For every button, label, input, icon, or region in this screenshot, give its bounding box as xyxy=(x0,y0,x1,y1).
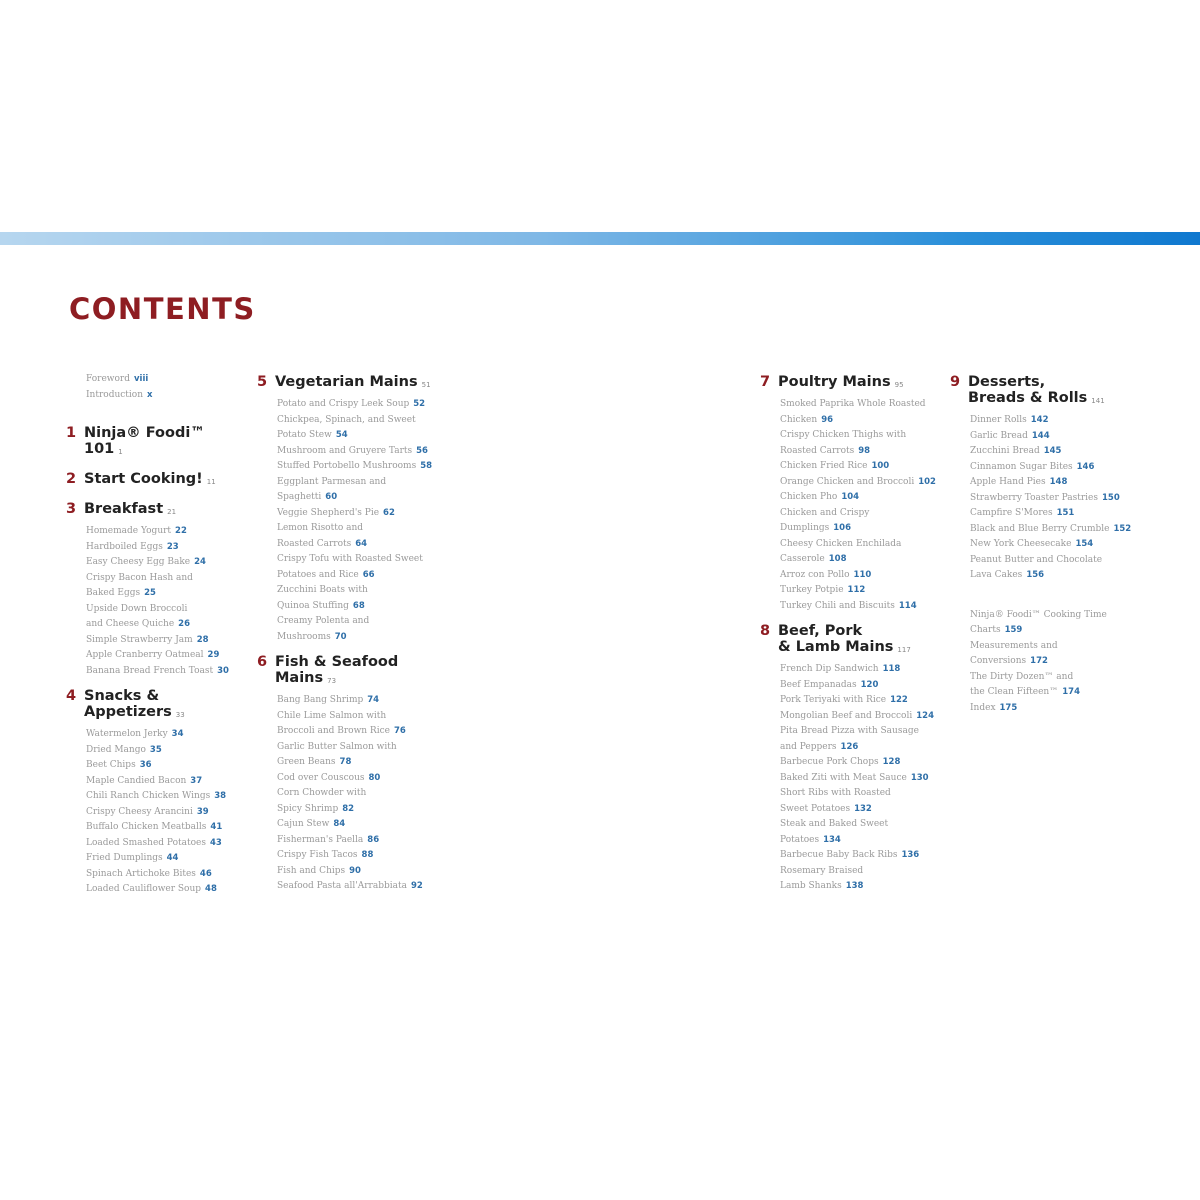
page-title: CONTENTS xyxy=(69,292,256,326)
entry-title: Steak and Baked Sweet Potatoes xyxy=(780,819,889,845)
entry-page-number: 25 xyxy=(144,588,156,598)
entry-page-number: 120 xyxy=(860,679,879,690)
entry-title: Hardboiled Eggs xyxy=(86,541,163,552)
toc-entry[interactable] xyxy=(970,639,1140,670)
chapter-heading[interactable] xyxy=(66,425,246,460)
chapter-page-number: 33 xyxy=(175,711,185,719)
entry-page-number: 48 xyxy=(205,884,217,894)
toc-entry[interactable] xyxy=(780,568,945,584)
entry-page-number: 28 xyxy=(196,634,209,645)
entry-title: Measurements and Conversions xyxy=(970,640,1058,666)
entry-title: Loaded Smashed Potatoes xyxy=(86,837,206,848)
back-matter xyxy=(950,608,1140,717)
entry-page-number: 118 xyxy=(882,664,901,674)
toc-column-2 xyxy=(257,372,442,904)
toc-entry[interactable] xyxy=(277,583,442,614)
entry-page-number: 46 xyxy=(199,868,212,879)
chapter-name: Beef, Pork & Lamb Mains xyxy=(778,623,894,655)
chapter-entries xyxy=(950,413,1140,584)
toc-entry[interactable] xyxy=(277,817,442,833)
toc-entry[interactable] xyxy=(970,506,1140,522)
entry-page-number: 142 xyxy=(1030,415,1049,425)
chapter-entries xyxy=(66,727,246,898)
entry-title: Apple Hand Pies xyxy=(970,477,1046,487)
entry-title: Creamy Polenta and Mushrooms xyxy=(277,616,370,642)
toc-entry[interactable] xyxy=(780,724,945,755)
entry-page-number: 80 xyxy=(368,772,381,783)
entry-title: Chicken and Crispy Dumplings xyxy=(780,507,870,533)
entry-title: The Dirty Dozen™ and the Clean Fifteen™ xyxy=(970,671,1074,697)
chapter-page-number: 51 xyxy=(421,381,431,389)
toc-entry[interactable] xyxy=(86,602,246,633)
entry-title: Dinner Rolls xyxy=(970,415,1027,425)
entry-title: New York Cheesecake xyxy=(970,539,1072,549)
entry-title: Garlic Butter Salmon with Green Beans xyxy=(277,741,397,767)
entry-page-number: 66 xyxy=(362,569,375,580)
toc-entry[interactable] xyxy=(970,608,1140,639)
entry-title: Chile Lime Salmon with Broccoli and Brown Rice xyxy=(277,710,390,736)
entry-title: Foreword xyxy=(86,374,130,384)
entry-title: Pita Bread Pizza with Sausage and Peppers xyxy=(780,726,919,752)
entry-title: Crispy Fish Tacos xyxy=(277,850,358,860)
chapter-number: 4 xyxy=(66,688,77,704)
chapter-heading[interactable] xyxy=(760,374,945,393)
toc-entry[interactable] xyxy=(86,758,246,774)
entry-page-number: 74 xyxy=(367,695,380,705)
chapter-entries xyxy=(760,397,945,614)
toc-entry[interactable] xyxy=(277,459,442,475)
entry-title: Barbecue Pork Chops xyxy=(780,757,879,767)
toc-entry[interactable] xyxy=(86,648,246,664)
entry-title: Crispy Tofu with Roasted Sweet Potatoes and Rice xyxy=(277,554,423,580)
toc-entry[interactable] xyxy=(277,552,442,583)
entry-title: Chickpea, Spinach, and Sweet Potato Stew xyxy=(277,414,416,440)
chapter-page-number: 11 xyxy=(206,478,216,486)
entry-title: Potato and Crispy Leek Soup xyxy=(277,399,410,409)
toc-entry[interactable] xyxy=(277,506,442,522)
chapter-name: Ninja® Foodi™ 101 xyxy=(84,425,205,457)
entry-title: Turkey Chili and Biscuits xyxy=(780,600,895,611)
entry-title: Barbecue Baby Back Ribs xyxy=(780,850,898,860)
toc-column-4 xyxy=(950,372,1140,725)
entry-page-number: 22 xyxy=(175,526,187,536)
entry-page-number: 128 xyxy=(882,757,901,767)
entry-page-number: 159 xyxy=(1004,625,1023,635)
entry-page-number: 174 xyxy=(1062,687,1080,697)
toc-entry[interactable] xyxy=(86,372,246,388)
toc-entry[interactable] xyxy=(277,475,442,506)
entry-title: Seafood Pasta all'Arrabbiata xyxy=(277,881,407,891)
chapter-title xyxy=(84,471,216,490)
entry-page-number: 84 xyxy=(333,819,346,829)
toc-column-3 xyxy=(760,372,945,904)
chapter-number: 5 xyxy=(257,374,268,390)
chapter-entries xyxy=(66,524,246,679)
entry-page-number: 114 xyxy=(898,600,917,611)
entry-title: Lemon Risotto and Roasted Carrots xyxy=(277,523,364,549)
entry-title: Apple Cranberry Oatmeal xyxy=(86,650,204,660)
front-matter xyxy=(66,372,246,403)
entry-title: Turkey Potpie xyxy=(780,585,844,595)
chapter-name: Poultry Mains xyxy=(778,374,891,390)
chapter-number: 9 xyxy=(950,374,961,390)
entry-title: Orange Chicken and Broccoli xyxy=(780,476,915,487)
entry-title: Cod over Couscous xyxy=(277,772,365,783)
entry-page-number: 132 xyxy=(854,803,872,814)
chapter-number: 2 xyxy=(66,471,77,487)
toc-entry[interactable] xyxy=(86,664,246,680)
entry-page-number: 39 xyxy=(196,806,209,817)
chapter-heading[interactable] xyxy=(66,501,246,520)
chapter-page-number: 95 xyxy=(894,381,904,389)
toc-entry[interactable] xyxy=(86,388,246,404)
entry-page-number: 104 xyxy=(841,492,860,502)
chapter-title xyxy=(84,425,246,460)
entry-title: Introduction xyxy=(86,389,143,400)
entry-page-number: 44 xyxy=(166,853,179,863)
entry-page-number: 151 xyxy=(1056,508,1075,518)
entry-title: Pork Teriyaki with Rice xyxy=(780,695,887,705)
chapter-entries xyxy=(257,693,442,895)
toc-entry[interactable] xyxy=(780,428,945,459)
entry-page-number: 54 xyxy=(335,430,348,440)
toc-entry[interactable] xyxy=(86,882,246,898)
entry-page-number: 86 xyxy=(367,834,380,845)
toc-entry[interactable] xyxy=(86,774,246,790)
entry-page-number: 60 xyxy=(325,492,338,502)
chapter-name: Start Cooking! xyxy=(84,471,203,487)
toc-entry[interactable] xyxy=(86,727,246,743)
toc-entry[interactable] xyxy=(277,521,442,552)
entry-title: Corn Chowder with Spicy Shrimp xyxy=(277,788,367,814)
entry-page-number: 112 xyxy=(847,585,866,595)
entry-page-number: 90 xyxy=(349,865,361,876)
entry-page-number: 38 xyxy=(214,791,227,801)
entry-page-number: 130 xyxy=(910,772,929,783)
entry-page-number: 26 xyxy=(178,619,190,629)
chapter-page-number: 141 xyxy=(1091,397,1105,405)
entry-title: Smoked Paprika Whole Roasted Chicken xyxy=(780,399,926,425)
entry-title: Crispy Chicken Thighs with Roasted Carrots xyxy=(780,430,907,456)
toc-entry[interactable] xyxy=(780,662,945,678)
toc-entry[interactable] xyxy=(86,836,246,852)
entry-title: Rosemary Braised Lamb Shanks xyxy=(780,865,864,891)
toc-entry[interactable] xyxy=(970,701,1140,717)
toc-entry[interactable] xyxy=(86,805,246,821)
entry-page-number: 146 xyxy=(1076,461,1095,472)
entry-page-number: 122 xyxy=(890,695,908,705)
chapter-name: Vegetarian Mains xyxy=(275,374,418,390)
entry-page-number: 152 xyxy=(1113,523,1132,534)
toc-entry[interactable] xyxy=(277,786,442,817)
entry-title: Loaded Cauliflower Soup xyxy=(86,884,202,894)
toc-entry[interactable] xyxy=(970,444,1140,460)
entry-title: French Dip Sandwich xyxy=(780,664,879,674)
entry-page-number: 52 xyxy=(413,399,426,409)
entry-title: Easy Cheesy Egg Bake xyxy=(86,557,191,567)
toc-entry[interactable] xyxy=(970,537,1140,553)
chapter-title xyxy=(968,374,1105,409)
entry-title: Black and Blue Berry Crumble xyxy=(970,523,1110,534)
chapter-title xyxy=(275,374,431,393)
entry-page-number: 126 xyxy=(840,741,859,752)
entry-title: Fish and Chips xyxy=(277,865,346,876)
entry-page-number: 76 xyxy=(393,726,406,736)
entry-title: Homemade Yogurt xyxy=(86,526,172,536)
toc-entry[interactable] xyxy=(970,522,1140,538)
toc-entry[interactable] xyxy=(970,429,1140,445)
entry-page-number: 150 xyxy=(1101,492,1120,503)
toc-entry[interactable] xyxy=(277,740,442,771)
entry-page-number: 64 xyxy=(355,538,368,549)
entry-page-number: 100 xyxy=(871,461,890,471)
entry-title: Beet Chips xyxy=(86,760,136,770)
chapter-page-number: 117 xyxy=(897,646,911,654)
toc-entry[interactable] xyxy=(277,879,442,895)
toc-entry[interactable] xyxy=(86,555,246,571)
chapter-entries xyxy=(257,397,442,645)
entry-page-number: 30 xyxy=(217,665,229,676)
chapter-name: Breakfast xyxy=(84,501,164,517)
entry-page-number: 29 xyxy=(207,650,220,660)
entry-title: Zucchini Boats with Quinoa Stuffing xyxy=(277,585,368,611)
chapter-heading[interactable] xyxy=(66,688,246,723)
toc-entry[interactable] xyxy=(86,743,246,759)
toc-entry[interactable] xyxy=(780,709,945,725)
toc-entry[interactable] xyxy=(86,851,246,867)
entry-title: Maple Candied Bacon xyxy=(86,775,187,786)
toc-entry[interactable] xyxy=(277,693,442,709)
chapter-heading[interactable] xyxy=(257,374,442,393)
entry-page-number: viii xyxy=(134,374,149,384)
toc-entry[interactable] xyxy=(780,693,945,709)
toc-entry[interactable] xyxy=(780,490,945,506)
entry-page-number: 98 xyxy=(858,445,871,456)
toc-entry[interactable] xyxy=(970,460,1140,476)
chapter-page-number: 1 xyxy=(118,448,123,456)
toc-entry[interactable] xyxy=(780,599,945,615)
entry-page-number: 68 xyxy=(352,600,365,611)
toc-column-1 xyxy=(66,372,246,907)
entry-page-number: 145 xyxy=(1043,446,1062,456)
toc-entry[interactable] xyxy=(86,867,246,883)
toc-entry[interactable] xyxy=(780,786,945,817)
toc-entry[interactable] xyxy=(86,540,246,556)
toc-entry[interactable] xyxy=(780,583,945,599)
entry-page-number: 58 xyxy=(420,461,433,471)
toc-entry[interactable] xyxy=(780,397,945,428)
toc-entry[interactable] xyxy=(780,537,945,568)
chapter-number: 7 xyxy=(760,374,771,390)
entry-title: Bang Bang Shrimp xyxy=(277,695,364,705)
chapter-heading[interactable] xyxy=(66,471,246,490)
toc-entry[interactable] xyxy=(780,506,945,537)
chapter-title xyxy=(778,374,904,393)
entry-title: Watermelon Jerky xyxy=(86,729,168,739)
entry-title: Chili Ranch Chicken Wings xyxy=(86,791,211,801)
chapter-heading[interactable] xyxy=(257,654,442,689)
chapter-name: Snacks & Appetizers xyxy=(84,688,172,720)
entry-page-number: 34 xyxy=(171,729,184,739)
entry-page-number: 62 xyxy=(383,507,395,518)
entry-title: Simple Strawberry Jam xyxy=(86,634,193,645)
toc-entry[interactable] xyxy=(86,820,246,836)
entry-title: Cheesy Chicken Enchilada Casserole xyxy=(780,538,902,564)
toc-entry[interactable] xyxy=(277,771,442,787)
toc-entry[interactable] xyxy=(277,848,442,864)
entry-title: Strawberry Toaster Pastries xyxy=(970,492,1098,503)
chapter-number: 1 xyxy=(66,425,77,441)
entry-page-number: 24 xyxy=(194,557,206,567)
entry-page-number: 102 xyxy=(918,476,936,487)
chapter-heading[interactable] xyxy=(760,623,945,658)
entry-title: Cajun Stew xyxy=(277,819,330,829)
entry-page-number: 23 xyxy=(166,541,179,552)
toc-entry[interactable] xyxy=(970,475,1140,491)
toc-entry[interactable] xyxy=(780,848,945,864)
toc-entry[interactable] xyxy=(277,397,442,413)
entry-title: Short Ribs with Roasted Sweet Potatoes xyxy=(780,788,891,814)
chapter-title xyxy=(778,623,911,658)
chapter-page-number: 21 xyxy=(167,508,177,516)
entry-title: Crispy Cheesy Arancini xyxy=(86,806,193,817)
entry-page-number: 35 xyxy=(149,744,162,755)
entry-page-number: 96 xyxy=(821,414,834,425)
entry-title: Dried Mango xyxy=(86,744,146,755)
entry-title: Mongolian Beef and Broccoli xyxy=(780,710,913,721)
toc-entry[interactable] xyxy=(86,571,246,602)
toc-entry[interactable] xyxy=(780,755,945,771)
header-gradient-band xyxy=(0,232,1200,245)
entry-title: Fisherman's Paella xyxy=(277,834,364,845)
entry-title: Chicken Pho xyxy=(780,492,838,502)
toc-entry[interactable] xyxy=(277,444,442,460)
entry-page-number: 156 xyxy=(1026,570,1045,580)
chapter-name: Fish & Seafood Mains xyxy=(275,654,399,686)
toc-entry[interactable] xyxy=(970,413,1140,429)
entry-title: Peanut Butter and Chocolate Lava Cakes xyxy=(970,554,1103,580)
toc-entry[interactable] xyxy=(277,833,442,849)
entry-title: Index xyxy=(970,702,996,713)
toc-entry[interactable] xyxy=(277,709,442,740)
entry-page-number: 41 xyxy=(210,822,223,832)
chapter-number: 8 xyxy=(760,623,771,639)
entry-page-number: 92 xyxy=(410,881,423,891)
entry-page-number: 108 xyxy=(828,554,847,564)
entry-title: Arroz con Pollo xyxy=(780,569,850,580)
entry-page-number: 43 xyxy=(209,837,222,848)
entry-title: Cinnamon Sugar Bites xyxy=(970,461,1073,472)
chapter-entries xyxy=(760,662,945,895)
chapter-title xyxy=(84,688,185,723)
entry-page-number: 136 xyxy=(901,850,920,860)
chapter-title xyxy=(275,654,398,689)
entry-page-number: 144 xyxy=(1031,430,1050,441)
toc-entry[interactable] xyxy=(277,413,442,444)
toc-entry[interactable] xyxy=(780,459,945,475)
entry-title: Buffalo Chicken Meatballs xyxy=(86,822,207,832)
entry-title: Baked Ziti with Meat Sauce xyxy=(780,772,907,783)
entry-page-number: x xyxy=(147,389,153,400)
entry-page-number: 106 xyxy=(833,523,851,533)
chapter-page-number: 73 xyxy=(327,677,337,685)
entry-page-number: 138 xyxy=(845,881,864,891)
toc-entry[interactable] xyxy=(970,553,1140,584)
entry-title: Zucchini Bread xyxy=(970,446,1040,456)
entry-title: Chicken Fried Rice xyxy=(780,461,868,471)
toc-entry[interactable] xyxy=(277,614,442,645)
toc-entry[interactable] xyxy=(277,864,442,880)
entry-title: Beef Empanadas xyxy=(780,679,857,690)
toc-entry[interactable] xyxy=(86,524,246,540)
toc-entry[interactable] xyxy=(970,491,1140,507)
entry-page-number: 124 xyxy=(916,710,934,721)
entry-title: Crispy Bacon Hash and Baked Eggs xyxy=(86,572,193,598)
entry-page-number: 36 xyxy=(139,760,152,770)
section-spacer xyxy=(950,593,1140,608)
toc-entry[interactable] xyxy=(780,864,945,895)
entry-title: Spinach Artichoke Bites xyxy=(86,868,196,879)
toc-entry[interactable] xyxy=(970,670,1140,701)
entry-title: Mushroom and Gruyere Tarts xyxy=(277,445,413,456)
chapter-name: Desserts, Breads & Rolls xyxy=(968,374,1088,406)
entry-title: Veggie Shepherd's Pie xyxy=(277,507,380,518)
entry-page-number: 78 xyxy=(339,757,352,767)
chapter-number: 6 xyxy=(257,654,268,670)
entry-title: Stuffed Portobello Mushrooms xyxy=(277,461,417,471)
entry-page-number: 154 xyxy=(1075,539,1094,549)
entry-page-number: 175 xyxy=(999,702,1018,713)
entry-page-number: 70 xyxy=(334,631,347,642)
toc-entry[interactable] xyxy=(780,817,945,848)
toc-entry[interactable] xyxy=(780,678,945,694)
entry-title: Banana Bread French Toast xyxy=(86,665,214,676)
entry-title: Fried Dumplings xyxy=(86,853,163,863)
entry-title: Ninja® Foodi™ Cooking Time Charts xyxy=(970,609,1107,635)
entry-page-number: 148 xyxy=(1049,477,1068,487)
chapter-heading[interactable] xyxy=(950,374,1140,409)
entry-page-number: 110 xyxy=(853,569,872,580)
entry-page-number: 37 xyxy=(190,775,203,786)
entry-title: Upside Down Broccoli and Cheese Quiche xyxy=(86,603,188,629)
entry-title: Garlic Bread xyxy=(970,430,1028,441)
entry-page-number: 56 xyxy=(416,445,428,456)
entry-page-number: 82 xyxy=(342,803,355,814)
entry-page-number: 134 xyxy=(823,834,841,845)
toc-entry[interactable] xyxy=(86,789,246,805)
entry-page-number: 88 xyxy=(361,850,374,860)
chapter-number: 3 xyxy=(66,501,77,517)
toc-entry[interactable] xyxy=(780,475,945,491)
entry-page-number: 172 xyxy=(1030,656,1048,666)
chapter-title xyxy=(84,501,176,520)
toc-entry[interactable] xyxy=(86,633,246,649)
entry-title: Campfire S'Mores xyxy=(970,508,1053,518)
entry-title: Eggplant Parmesan and Spaghetti xyxy=(277,476,387,502)
toc-entry[interactable] xyxy=(780,771,945,787)
